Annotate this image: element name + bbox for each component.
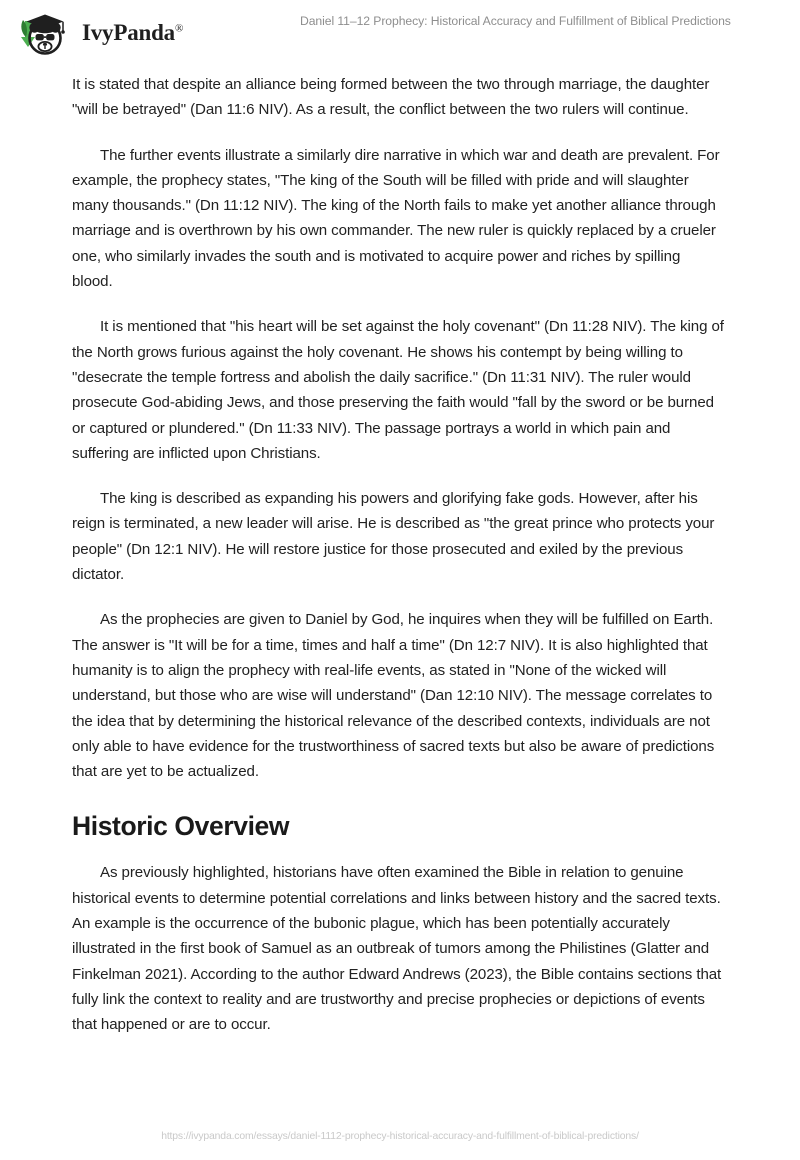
page-header [0,0,800,62]
paragraph: The king is described as expanding his powers and glorifying fake gods. However, after his reign is terminated, a new leader will arise. He is described as "the great prince who protects your people" (Dn 12:1 NIV). He will restore justice for those prosecuted and exiled by the previous dictator. [72,490,715,584]
paragraph: It is stated that despite an alliance being formed between the two through marriage, the daughter "will be betrayed" (Dan 11:6 NIV). As a result, the conflict between the two rulers will continue. [72,76,710,119]
document-body [72,72,724,1058]
source-url[interactable]: https://ivypanda.com/essays/daniel-1112-prophecy-historical-accuracy-and-fulfillment-of-biblical-predictions/ [161,1131,639,1142]
paragraph: As previously highlighted, historians have often examined the Bible in relation to genuine historical events to determine potential correlations and links between history and the sacred texts. An example is the occurrence of the bubonic plague, which has been potentially accurately illustrated in the first book of Samuel as an outbreak of tumors among the Philistines (Glatter and Finkelman 2021). According to the author Edward Andrews (2023), the Bible contains sections that fully link the context to reality and are trustworthy and precise prophecies or depictions of events that happened or are to occur. [72,864,722,1034]
brand-name-text: IvyPanda [82,20,175,45]
document-title: Daniel 11–12 Prophecy: Historical Accuracy and Fulfillment of Biblical Predictions [300,14,731,28]
brand-logo[interactable] [14,7,183,57]
brand-wordmark [82,20,183,46]
paragraph: The further events illustrate a similarly dire narrative in which war and death are prevalent. For example, the prophecy states, "The king of the South will be filled with pride and will slaughter many thousands." (Dn 11:12 NIV). The king of the North fails to make yet another alliance through marriage and is overthrown by his own commander. The new ruler is quickly replaced by a crueler one, who similarly invades the south and is motivated to acquire power and riches by spilling blood. [72,146,720,291]
paragraph: It is mentioned that "his heart will be set against the holy covenant" (Dn 11:28 NIV). The king of the North grows furious against the holy covenant. He shows his contempt by being willing to "desecrate the temple fortress and abolish the daily sacrifice." (Dn 11:31 NIV). The ruler would prosecute God-abiding Jews, and those preserving the faith would "fall by the sword or be burned or captured or plundered." (Dn 11:33 NIV). The passage portrays a world in which pain and suffering are inflicted upon Christians. [72,318,724,462]
panda-graduate-logo-icon [14,7,76,57]
section-heading: Historic Overview [72,811,290,842]
page-footer [0,1126,800,1144]
paragraph: As the prophecies are given to Daniel by God, he inquires when they will be fulfilled on Earth. The answer is "It will be for a time, times and half a time" (Dn 12:7 NIV). It is also highlighted that humanity is to align the prophecy with real-life events, as stated in "None of the wicked will understand, but those who are wise will understand" (Dan 12:10 NIV). The message correlates to the idea that by determining the historical relevance of the described contexts, individuals are not only able to have evidence for the trustworthiness of sacred texts but also be aware of predictions that are yet to be actualized. [72,611,715,781]
registered-mark: ® [174,22,184,35]
